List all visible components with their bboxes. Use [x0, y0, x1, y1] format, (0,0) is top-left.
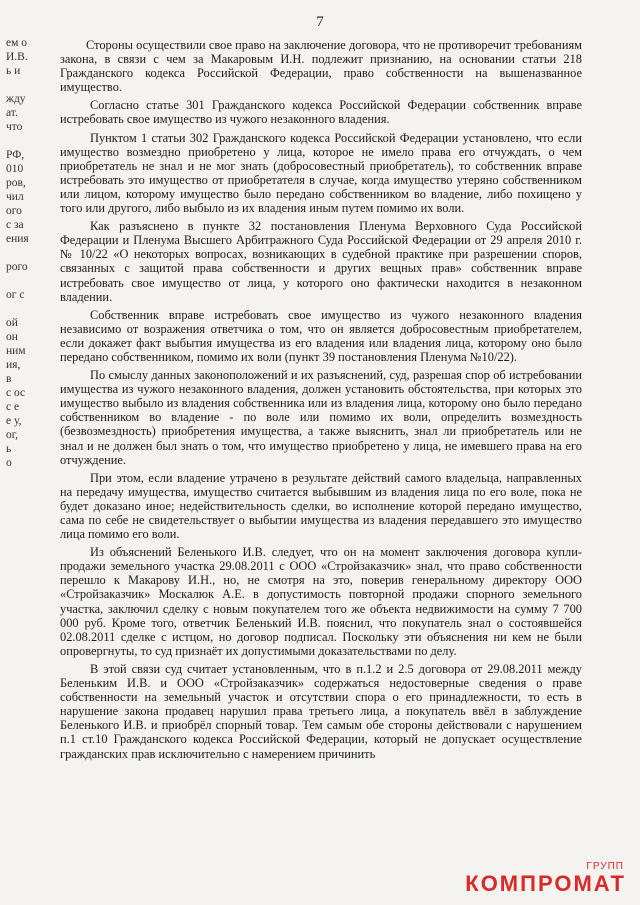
margin-fragment: 010: [6, 163, 24, 175]
watermark-group-label: ГРУПП: [586, 861, 624, 872]
paragraph: Пунктом 1 статьи 302 Гражданского кодекса Российской Федерации установлено, что если имущество возмездно приобретено у лица, которое не имело права его отчуждать, о чем приобретатель не знал и не мог знать (добросовестный приобретатель), то собственник вправе истребовать это имущество от приобретателя в случае, когда имущество утеряно собственником или лицом, которому имущество было передано собственником во владение, либо похищено у того или другого, либо выбыло из их владения иным путем помимо их воли.: [60, 130, 582, 216]
margin-fragment: с ос: [6, 387, 26, 399]
paragraph: По смыслу данных законоположений и их разъяснений, суд, разрешая спор об истребовании имущества из чужого незаконного владения, должен установить обстоятельства, при которых это имущество выбыло из владения собственника или из владения лица, которому оно было передано собственником во владение - по воле или помимо их воли, определить возмездность (безвозмездность) приобретения имущества, а также выяснить, знал ли приобретатель или не знал и не должен был знать о том, что имущество приобретено у лица, не имевшего права на его отчуждение.: [60, 368, 582, 467]
margin-fragment: с за: [6, 219, 24, 231]
paragraph: Из объяснений Беленького И.В. следует, что он на момент заключения договора купли-продажи земельного участка 29.08.2011 с ООО «Стройзаказчик» знал, что право собственности перешло к Макарову И.Н., но, не смотря на это, поверив генеральному директору ООО «Стройзаказчик» Москалюк А.Е. в допустимость повторной продажи спорного земельного участка, заключил сделку с новым покупателем того же объекта недвижимости на сумму 7 700 000 руб. Кроме того, ответчик Беленький И.В. пояснил, что покупатель знал о состоявшейся 02.08.2011 сделке с истцом, но договор подписал. Поскольку эти объяснения ни кем не были опровергнуты, то суд признаёт их допустимыми доказательствами по делу.: [60, 545, 582, 658]
page-number: 7: [316, 14, 324, 30]
margin-fragment: ров,: [6, 177, 26, 189]
margin-fragment: с е: [6, 401, 20, 413]
margin-fragment: ия,: [6, 359, 21, 371]
document-body: [60, 38, 582, 765]
margin-fragment: чил: [6, 191, 24, 203]
margin-fragment: ог с: [6, 289, 25, 301]
paragraph: Согласно статье 301 Гражданского кодекса Российской Федерации собственник вправе истребовать свое имущество из чужого незаконного владения.: [60, 98, 582, 127]
margin-fragment: [6, 78, 42, 92]
margin-fragment: жду: [6, 93, 26, 105]
margin-fragment: [6, 134, 42, 148]
paragraph: Стороны осуществили свое право на заключение договора, что не противоречит требованиям закона, в связи с чем за Макаровым И.Н. подлежит признанию, на основании статьи 218 Гражданского кодекса Российской Федерации, право собственности на вышеназванное имущество.: [60, 38, 582, 95]
margin-fragment: ого: [6, 205, 22, 217]
margin-fragment: о: [6, 457, 12, 469]
margin-fragment: ой: [6, 317, 18, 329]
paragraph: Собственник вправе истребовать свое имущество из чужого незаконного владения независимо от возражения ответчика о том, что он является добросовестным приобретателем, если докажет факт выбытия имущества из его владения или владения лица, которому оно было передано собственником, помимо их воли (пункт 39 постановления Пленума №10/22).: [60, 307, 582, 364]
paragraph: При этом, если владение утрачено в результате действий самого владельца, направленных на передачу имущества, имущество считается выбывшим из владения лица по его воле, пока не будет доказано иное; недействительность сделки, во исполнение которой передано имущество, сама по себе не свидетельствует о выбытии имущества из владения передавшего это имущество лица помимо его воли.: [60, 470, 582, 542]
margin-fragment: РФ,: [6, 149, 25, 161]
margin-fragment: рого: [6, 261, 28, 273]
watermark-logo: [456, 863, 626, 897]
watermark-brand-label: КОМПРОМАТ: [465, 871, 626, 896]
margin-fragment: е у,: [6, 415, 22, 427]
margin-fragment: ог,: [6, 429, 19, 441]
paragraph: В этой связи суд считает установленным, что в п.1.2 и 2.5 договора от 29.08.2011 между Беленьким И.В. и ООО «Стройзаказчик» содержаться недостоверные сведения о праве собственности на земельный участок и отсутствии спора о его принадлежности, то есть в нарушение закона продавец нарушил права третьего лица, а покупатель ввёл в заблуждение Беленького И.В. и приобрёл спорный товар. Тем самым обе стороны действовали с нарушением п.1 ст.10 Гражданского кодекса Российской Федерации, который не допускает осуществление гражданских прав исключительно с намерением причинить: [60, 661, 582, 761]
margin-fragment: [6, 246, 42, 260]
margin-fragment: И.В.: [6, 51, 28, 63]
margin-fragment: ем о: [6, 37, 28, 49]
paragraph: Как разъяснено в пункте 32 постановления Пленума Верховного Суда Российской Федерации и Пленума Высшего Арбитражного Суда Российской Федерации от 29 апреля 2010 г. № 10/22 «О некоторых вопросах, возникающих в судебной практике при разрешении споров, связанных с защитой права собственности и других вещных прав» собственник вправе истребовать свое имущество от лица, у которого оно фактически находится в незаконном владении.: [60, 219, 582, 304]
margin-fragment: ат.: [6, 107, 18, 119]
cropped-left-margin-text: [6, 36, 42, 470]
margin-fragment: что: [6, 121, 23, 133]
margin-fragment: ь и: [6, 65, 21, 77]
margin-fragment: ь: [6, 443, 12, 455]
margin-fragment: [6, 302, 42, 316]
margin-fragment: он: [6, 331, 18, 343]
margin-fragment: ения: [6, 233, 29, 245]
margin-fragment: ним: [6, 345, 26, 357]
margin-fragment: в: [6, 373, 12, 385]
margin-fragment: [6, 274, 42, 288]
